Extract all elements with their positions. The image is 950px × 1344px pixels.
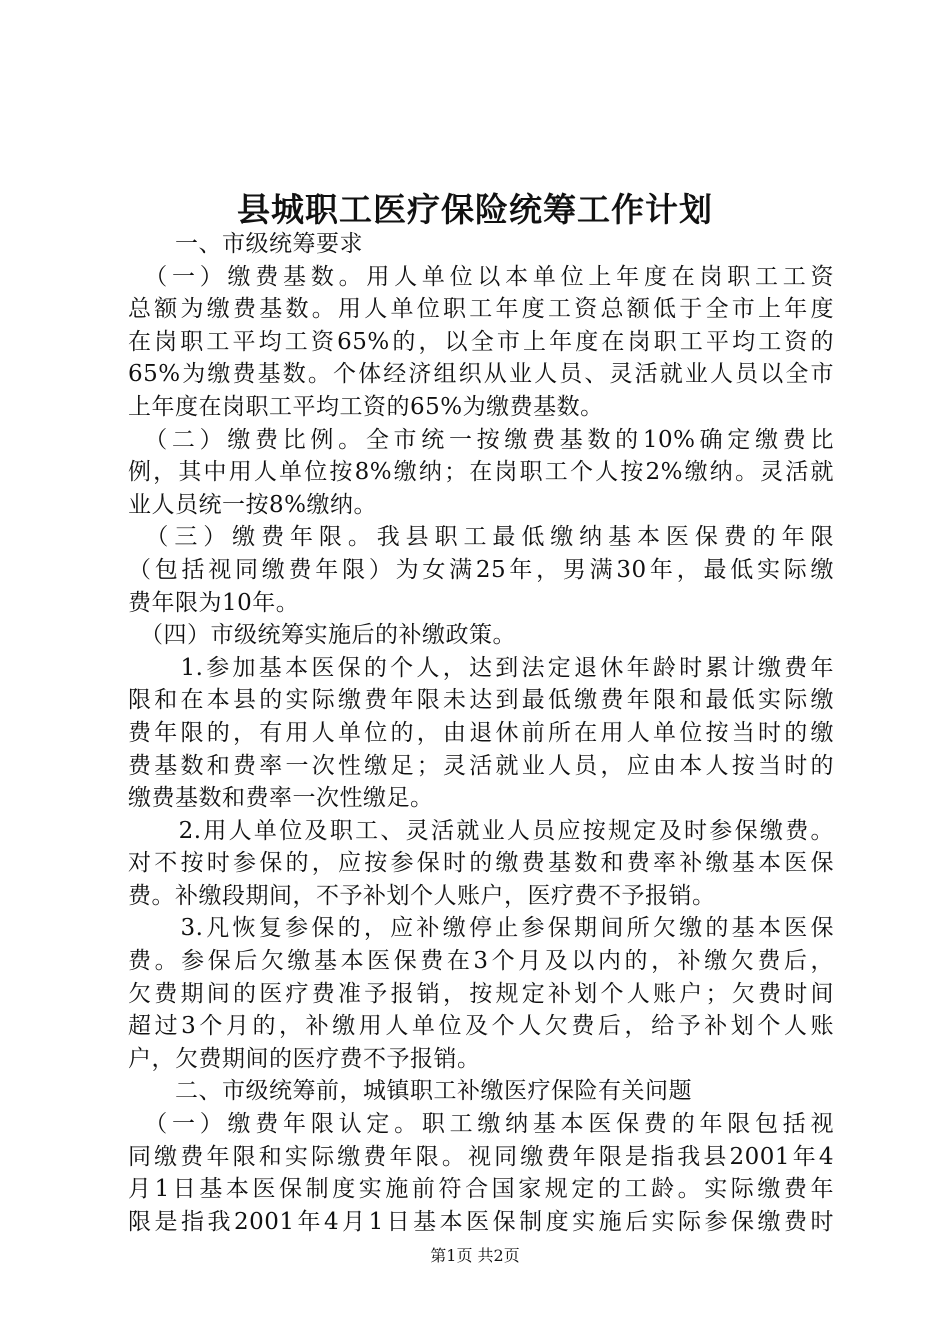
body-line: 在岗职工平均工资65%的，以全市上年度在岗职工平均工资的	[128, 328, 834, 355]
body-line: （四）市级统筹实施后的补缴政策。	[128, 622, 516, 649]
document-body	[128, 228, 834, 1238]
body-line: 月1日基本医保制度实施前符合国家规定的工龄。实际缴费年	[128, 1176, 834, 1203]
body-line: 上年度在岗职工平均工资的65%为缴费基数。	[128, 393, 604, 420]
body-line: 费年限为10年。	[128, 589, 300, 616]
body-line: 业人员统一按8%缴纳。	[128, 491, 377, 518]
body-line: 2.用人单位及职工、灵活就业人员应按规定及时参保缴费。	[128, 817, 834, 844]
body-line: 65%为缴费基数。个体经济组织从业人员、灵活就业人员以全市	[128, 361, 834, 388]
body-line: 一、市级统筹要求	[128, 231, 363, 257]
body-line: 户，欠费期间的医疗费不予报销。	[128, 1045, 481, 1072]
document-title: 县城职工医疗保险统筹工作计划	[237, 190, 713, 229]
body-line: （一）缴费年限认定。职工缴纳基本医保费的年限包括视	[128, 1111, 834, 1138]
body-line: 超过3个月的，补缴用人单位及个人欠费后，给予补划个人账	[128, 1013, 834, 1040]
body-line: 费基数和费率一次性缴足；灵活就业人员，应由本人按当时的	[128, 752, 834, 779]
body-line: 例，其中用人单位按8%缴纳；在岗职工个人按2%缴纳。灵活就	[128, 459, 834, 486]
body-line: 1.参加基本医保的个人，达到法定退休年龄时累计缴费年	[128, 654, 834, 681]
body-line: 总额为缴费基数。用人单位职工年度工资总额低于全市上年度	[128, 296, 834, 323]
body-line: 同缴费年限和实际缴费年限。视同缴费年限是指我县2001年4	[128, 1143, 834, 1170]
body-line: 对不按时参保的，应按参保时的缴费基数和费率补缴基本医保	[128, 850, 834, 877]
body-line: （三）缴费年限。我县职工最低缴纳基本医保费的年限	[128, 524, 834, 551]
body-line: 3.凡恢复参保的，应补缴停止参保期间所欠缴的基本医保	[128, 915, 834, 942]
body-line: （二）缴费比例。全市统一按缴费基数的10%确定缴费比	[128, 426, 834, 453]
body-line: 费年限的，有用人单位的，由退休前所在用人单位按当时的缴	[128, 719, 834, 746]
body-line: 缴费基数和费率一次性缴足。	[128, 785, 434, 812]
body-line: 限和在本县的实际缴费年限未达到最低缴费年限和最低实际缴	[128, 687, 834, 714]
body-line: 费。补缴段期间，不予补划个人账户，医疗费不予报销。	[128, 882, 716, 909]
body-line: 二、市级统筹前，城镇职工补缴医疗保险有关问题	[128, 1078, 692, 1105]
body-line: （一）缴费基数。用人单位以本单位上年度在岗职工工资	[128, 263, 834, 290]
body-line: （包括视同缴费年限）为女满25年，男满30年，最低实际缴	[128, 556, 834, 583]
page-number: 第1页 共2页	[430, 1246, 520, 1265]
body-line: 欠费期间的医疗费准予报销，按规定补划个人账户；欠费时间	[128, 980, 834, 1007]
body-line: 费。参保后欠缴基本医保费在3个月及以内的，补缴欠费后，	[128, 948, 834, 975]
body-line: 限是指我2001年4月1日基本医保制度实施后实际参保缴费时	[128, 1208, 834, 1235]
